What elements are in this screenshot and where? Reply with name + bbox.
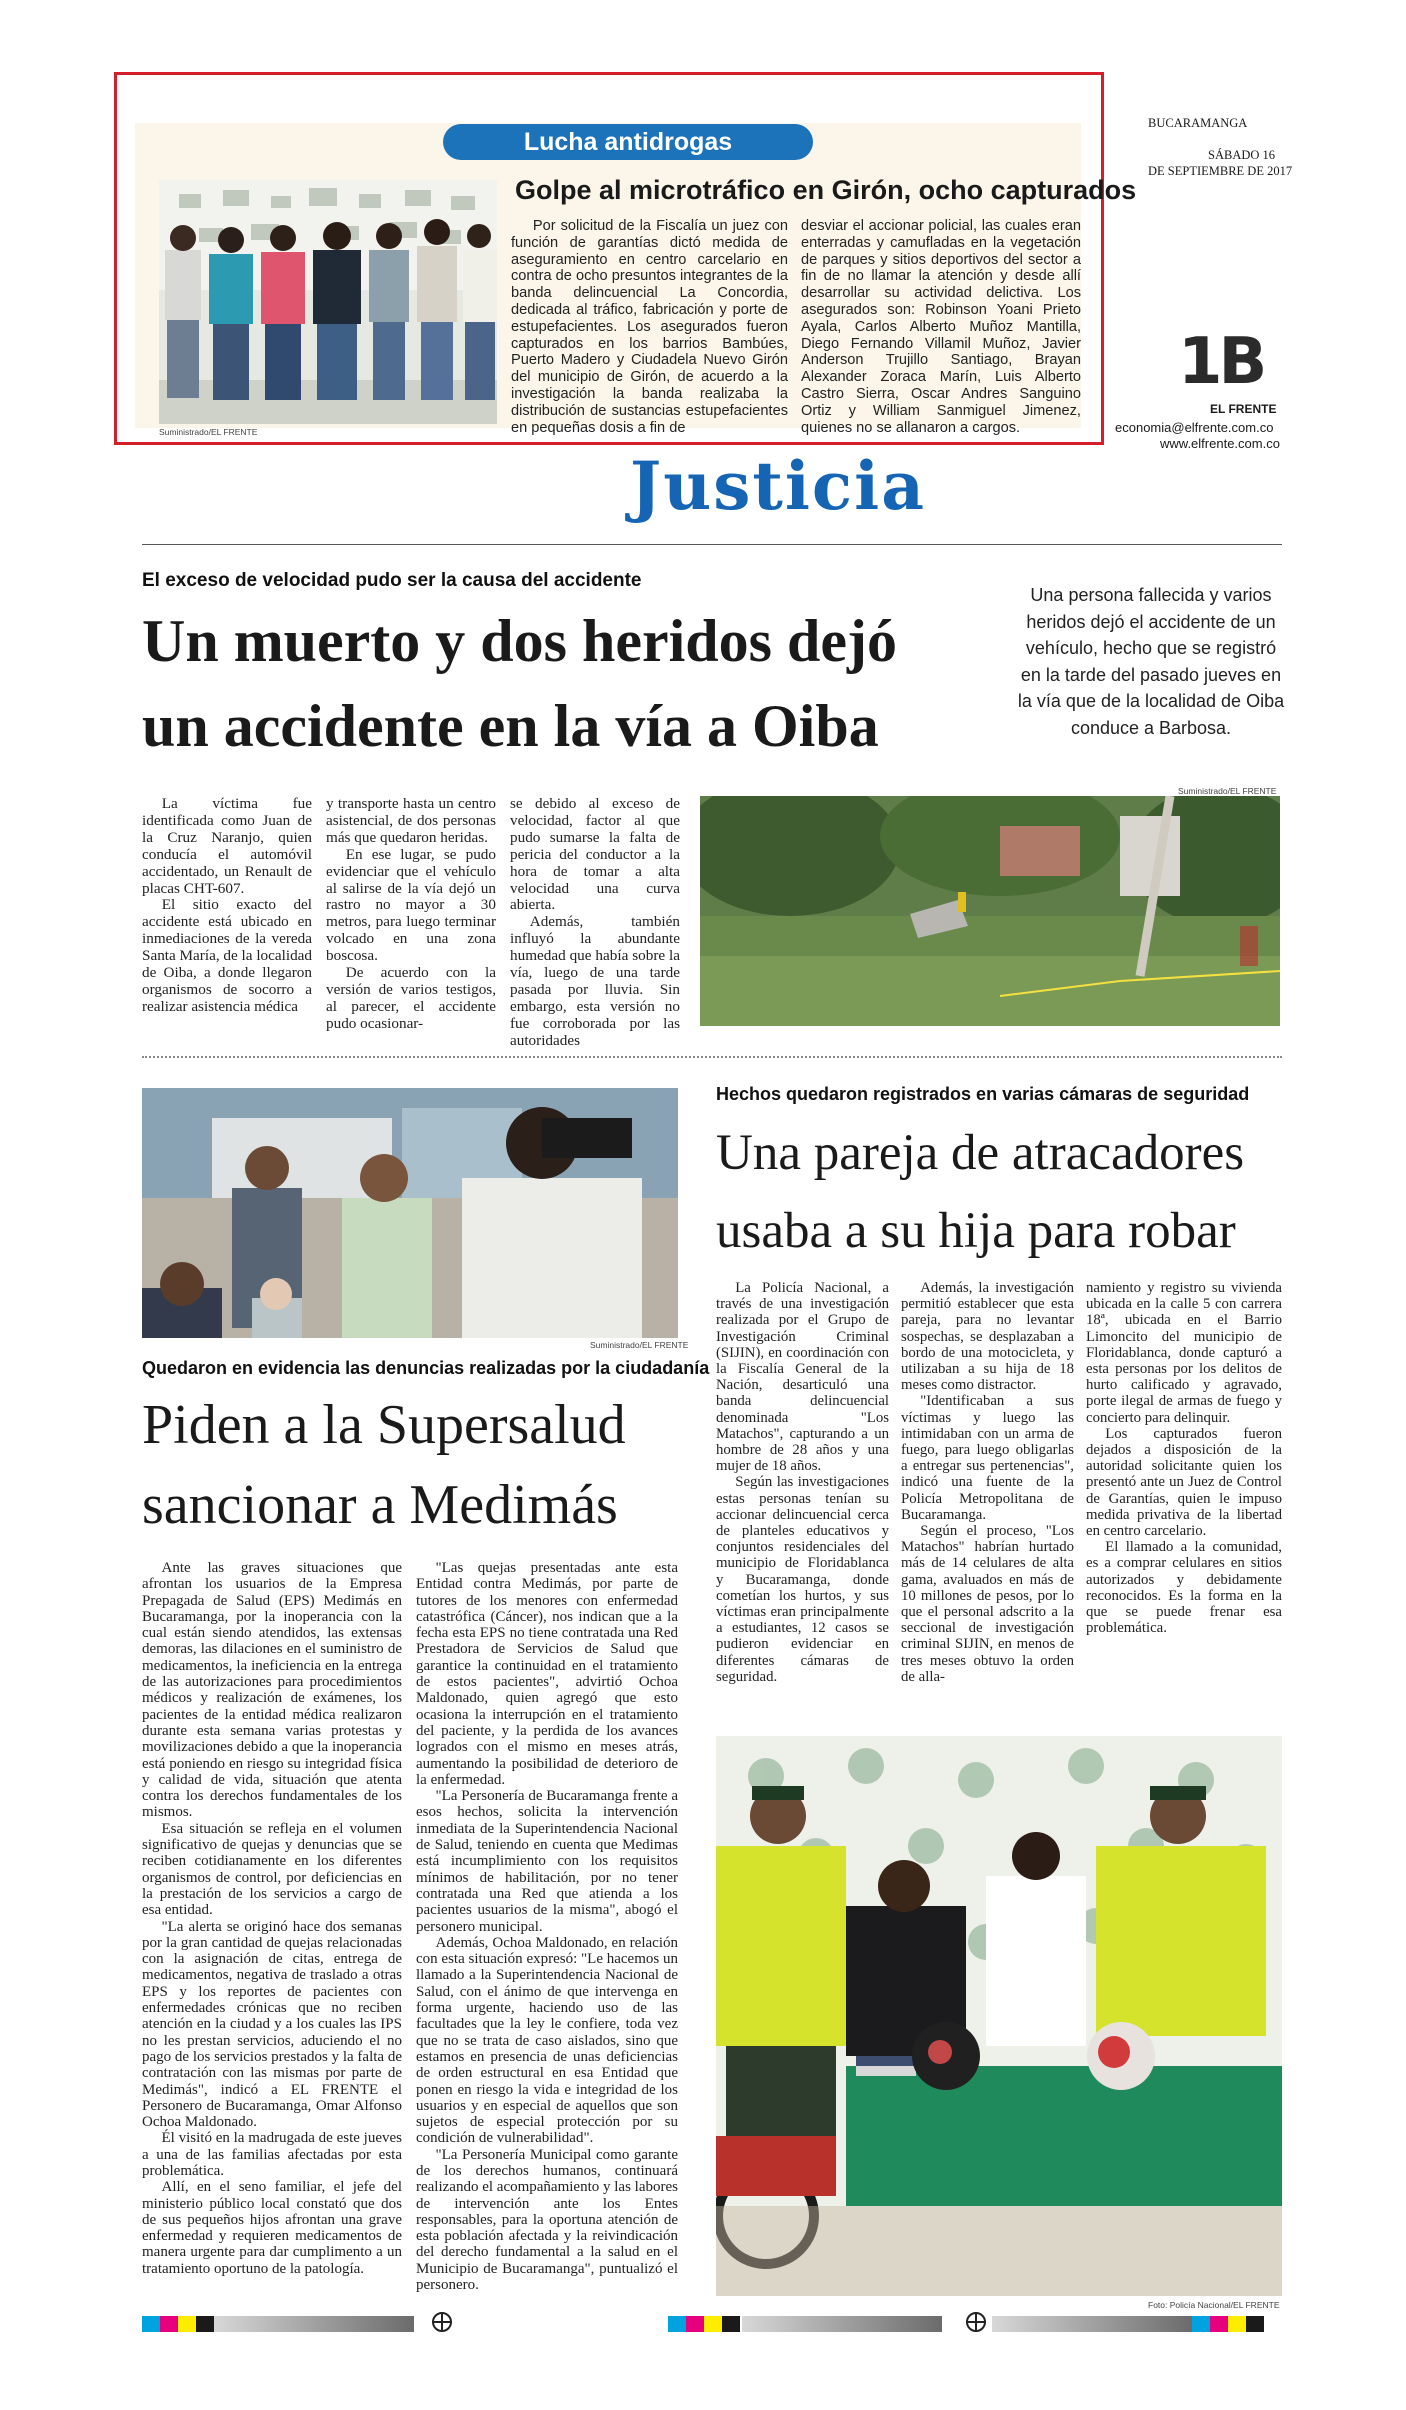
arrested-group-image xyxy=(159,180,497,424)
story2-headline-line2: sancionar a Medimás xyxy=(142,1474,618,1536)
story1-p4: En ese lugar, se pudo evidenciar que el vehículo al salirse de la vía dejó un rastro no mayor a 30 metros, para luego terminar volcado en una zona boscosa. xyxy=(326,845,496,965)
story3-p7: Los capturados fueron dejados a disposición de la autoridad solicitante quien los presentó ante un Juez de Control de Garantías, quien le impuso medida privativa de la libertad en centro carcelario. xyxy=(1086,1425,1282,1540)
brief-title: Golpe al microtráfico en Girón, ocho capturados xyxy=(515,175,1137,205)
story3-col2 xyxy=(901,1280,1074,1685)
brief-col2: desviar el accionar policial, las cuales eran enterradas y camufladas en la vegetación de parques y sitios deportivos del sector a fin de no llamar la atención y desde allí desarrollar su actividad delictiva. Los asegurados son: Robinson Yoani Prieto Ayala, Carlos Alberto Muñoz Mantilla, Diego Fernando Villamil Muñoz, Javier Anderson Trujillo Santiago, Brayan Alexander Zoraca Marín, Luis Alberto Castro Sierra, Oscar Andres Sanguino Ortiz y William Sanmiguel Jimenez, quienes no se allanaron a cargos. xyxy=(801,218,1081,436)
story2-p2: Esa situación se refleja en el volumen significativo de quejas y denuncias que se reciben cotidianamente en los diferentes organismos de control, por deficiencias en la prestación de los servicios a cargo de esa entidad. xyxy=(142,1820,402,1919)
brief-col1: Por solicitud de la Fiscalía un juez con función de garantías dictó medida de aseguramiento en centro carcelario en contra de ocho presuntos integrantes de la banda delincuencial La Concordia, dedicada al tráfico, fabricación y porte de estupefacientes. Los asegurados fueron capturados en los barrios Bambúes, Puerto Madero y Ciudadela Nuevo Girón del municipio de Girón, de acuerdo a la investigación la banda realizaba la distribución de sustancias estupefacientes en pequeñas dosis a fin de xyxy=(511,218,788,436)
story1-col3 xyxy=(510,796,680,1050)
story2-p6: "Las quejas presentadas ante esta Entidad contra Medimás, por parte de tutores de los menores con enfermedad catastrófica (Cáncer), nos indican que a la fecha esta EPS no tiene contratada una Red Prestadora de Servicios de Salud que garantice la continuidad en el tratamiento de estos pacientes", advirtió Ochoa Maldonado, quien agregó que esto ocasiona la interrupción en el tratamiento del paciente, y la perdida de los avances logrados con el mismo en meses atrás, aumentando la posibilidad de deterioro de la enfermedad. xyxy=(416,1560,678,1788)
register-bar-right xyxy=(992,2316,1282,2332)
story1-p2: El sitio exacto del accidente está ubicado en inmediaciones de la vereda Santa María, de la localidad de Oiba, a donde llegaron organismos de socorro a realizar asistencia médica xyxy=(142,896,312,1015)
masthead-date-month: DE SEPTIEMBRE DE 2017 xyxy=(1148,164,1293,178)
story1-p6: se debido al exceso de velocidad, factor al que pudo sumarse la falta de pericia del conductor a la hora de tomar a alta velocidad una curva abierta. xyxy=(510,795,680,914)
story3-col3 xyxy=(1086,1280,1282,1636)
story2-p9: "La Personería Municipal como garante de los derechos humanos, continuará realizando el acompañamiento y las labores de intervención ante los Entes responsables, para la oportuna atención de esta población afectada y la reivindicación del derecho fundamental a la salud en el Municipio de Bucaramanga", puntualizó el personero. xyxy=(416,2146,678,2294)
police-presentation-image xyxy=(716,1736,1282,2296)
story1-kicker: El exceso de velocidad pudo ser la causa del accidente xyxy=(142,570,642,591)
story3-col1 xyxy=(716,1280,889,1685)
story3-p5: Según el proceso, "Los Matachos" habrían hurtado más de 14 celulares de alta gama, avaluados en más de 10 millones de pesos, por lo que el personal adscrito a la seccional de investigación criminal SIJIN, en menos de tres meses obtuvo la orden de alla- xyxy=(901,1523,1074,1685)
brief-box xyxy=(114,72,1137,445)
contact-web: www.elfrente.com.co xyxy=(1160,436,1280,451)
interview-image xyxy=(142,1088,678,1338)
masthead-date-day: SÁBADO 16 xyxy=(1208,148,1276,162)
story3-p6: namiento y registro su vivienda ubicada en la calle 5 con carrera 18ª, ubicada en el Barrio Limoncito del municipio de Floridablanca, donde capturó a esta personas por los delitos de hurto calificado y agravado, porte ilegal de armas de fuego y concierto para delinquir. xyxy=(1086,1280,1282,1426)
story3-photo-credit: Foto: Policía Nacional/EL FRENTE xyxy=(1148,2300,1280,2310)
story2-kicker: Quedaron en evidencia las denuncias realizadas por la ciudadanía xyxy=(142,1358,710,1378)
story1-photo xyxy=(700,796,1280,1026)
story1-col1 xyxy=(142,796,312,1016)
story3-p4: "Identificaban a sus víctimas y luego las intimidaban con un arma de fuego, para luego obligarlas a entregar sus pertenencias", indicó una fuente de la Policía Metropolitana de Bucaramanga. xyxy=(901,1393,1074,1523)
story2-headline-line1: Piden a la Supersalud xyxy=(142,1394,626,1456)
story2-p8: Además, Ochoa Maldonado, en relación con esta situación expresó: "Le hacemos un llamado a la Superintendencia Nacional de Salud, con el ánimo de que intervenga en forma urgente, haciendo uso de las facultades que la ley le confiere, toda vez que no se trata de caso aislados, sino que estamos en presencia de unas deficiencias de orden estructural en esa Entidad que ponen en riesgo la vida e integridad de los usuarios y en especial de aquellos que son sujetos de especial protección por su condición de vulnerabilidad". xyxy=(416,1934,678,2147)
section-title: Justicia xyxy=(630,447,926,525)
story1-p7: Además, también influyó la abundante humedad que había sobre la vía, luego de una tarde pasada por lluvia. Sin embargo, esta versión no fue corroborada por las autoridades xyxy=(510,913,680,1049)
story1-photo-credit: Suministrado/EL FRENTE xyxy=(1178,786,1277,796)
story2-p1: Ante las graves situaciones que afrontan los usuarios de la Empresa Prepagada de Salud (EPS) Medimás en Bucaramanga, por la inoperancia con la cual están siendo atendidos, las extensas demoras, las dilaciones en el suministro de medicamentos, la ineficiencia en la entrega de las autorizaciones para procedimientos médicos y realización de exámenes, los pacientes de la entidad médica realizaron durante esta semana varias protestas y movilizaciones debido a que la inoperancia está poniendo en riesgo su integridad física y calidad de vida, situación que atenta contra los derechos fundamentales de los mismos. xyxy=(142,1560,402,1821)
register-mark-left-icon xyxy=(432,2312,452,2332)
story3-p1: La Policía Nacional, a través de una investigación realizada por el Grupo de Investigación Criminal (SIJIN), en coordinación con la Fiscalía General de la Nación, desarticuló una banda delincuencial denominada "Los Matachos", capturando a un hombre de 28 años y una mujer de 18 años. xyxy=(716,1280,889,1475)
divider-dotted xyxy=(142,1056,1282,1058)
story3-p8: El llamado a la comunidad, es a comprar celulares en sitios autorizados y debidamente reconocidos. Es la forma en la que se puede frenar esa problemática. xyxy=(1086,1539,1282,1637)
section-rule xyxy=(142,544,1282,545)
contact-email: economia@elfrente.com.co xyxy=(1115,420,1274,435)
story2-p3: "La alerta se originó hace dos semanas por la gran cantidad de quejas relacionadas con la asignación de citas, entrega de medicamentos, negativa de traslado a otras EPS y los reportes de pacientes con enfermedades crónicas que no reciben atención en la ciudad y a los cuales las IPS no les prestan servicios, aduciendo el no pago de los servicios prestados y la falta de contratación con las mismas por parte de Medimás", indicó a EL FRENTE el Personero de Bucaramanga, Omar Alfonso Ochoa Maldonado. xyxy=(142,1918,402,2131)
story1-p5: De acuerdo con la versión de varios testigos, al parecer, el accidente pudo ocasionar- xyxy=(326,964,496,1032)
story2-p4: Él visitó en la madrugada de este jueves a una de las familias afectadas por esta problemática. xyxy=(142,2130,402,2179)
story2-photo-credit: Suministrado/EL FRENTE xyxy=(590,1340,689,1350)
story2-col1 xyxy=(142,1560,402,2277)
story3-p2: Según las investigaciones estas personas tenían su accionar delincuencial cerca de planteles educativos y conjuntos residenciales del municipio de Floridablanca y Bucaramanga, donde cometían los hurtos, y sus víctimas eran principalmente a estudiantes, 12 casos se pudieron evidenciar en diferentes cámaras de seguridad. xyxy=(716,1474,889,1685)
story1-col2 xyxy=(326,796,496,1033)
story3-kicker: Hechos quedaron registrados en varias cámaras de seguridad xyxy=(716,1084,1250,1104)
register-bar-center-gray xyxy=(742,2316,942,2332)
story3-p3: Además, la investigación permitió establecer que esta pareja, para no levantar sospechas, se desplazaban a bordo de una motocicleta, y utilizaban a su hija de 18 meses como distractor. xyxy=(901,1280,1074,1394)
story3-headline-line1: Una pareja de atracadores xyxy=(716,1125,1245,1181)
story1-headline-line2: un accidente en la vía a Oiba xyxy=(142,693,879,759)
story3-headline-line2: usaba a su hija para robar xyxy=(716,1203,1236,1259)
masthead-city: BUCARAMANGA xyxy=(1148,116,1248,130)
story2-col2 xyxy=(416,1560,678,2293)
register-mark-right-icon xyxy=(966,2312,986,2332)
story1-headline-line1: Un muerto y dos heridos dejó xyxy=(142,608,898,674)
story2-photo xyxy=(142,1088,678,1338)
accident-scene-image xyxy=(700,796,1280,1026)
story1-p3: y transporte hasta un centro asistencial, de dos personas más que quedaron heridas. xyxy=(326,795,496,846)
story3-photo xyxy=(716,1736,1282,2296)
story1-p1: La víctima fue identificada como Juan de la Cruz Naranjo, quien conducía el automóvil accidentado, un Renault de placas CHT-607. xyxy=(142,795,312,897)
brief-tag-text: Lucha antidrogas xyxy=(523,128,733,156)
paper-name: EL FRENTE xyxy=(1210,402,1277,416)
page-code: 1B xyxy=(1178,325,1264,399)
register-bar-center xyxy=(668,2316,740,2332)
register-bar-left xyxy=(142,2316,414,2332)
brief-photo xyxy=(159,180,497,424)
story2-p7: "La Personería de Bucaramanga frente a esos hechos, solicita la intervención inmediata de la Superintendencia Nacional de Salud, teniendo en cuenta que Medimas está incumplimiento con los requisitos mínimos de habilitación, por no tener contratada una Red que atienda a los pacientes usuarios de la misma", abogó el personero municipal. xyxy=(416,1788,678,1935)
story1-summary: Una persona fallecida y varios heridos dejó el accidente de un vehículo, hecho que se registró en la tarde del pasado jueves en la vía que de la localidad de Oiba conduce a Barbosa. xyxy=(1017,585,1285,738)
brief-photo-credit: Suministrado/EL FRENTE xyxy=(159,427,258,437)
story2-p5: Allí, en el seno familiar, el jefe del ministerio público local constató que dos de sus pequeños hijos afrontan una grave enfermedad y requieren medicamentos de manera urgente para dar cumplimento a un tratamiento oportuno de la patología. xyxy=(142,2179,402,2277)
